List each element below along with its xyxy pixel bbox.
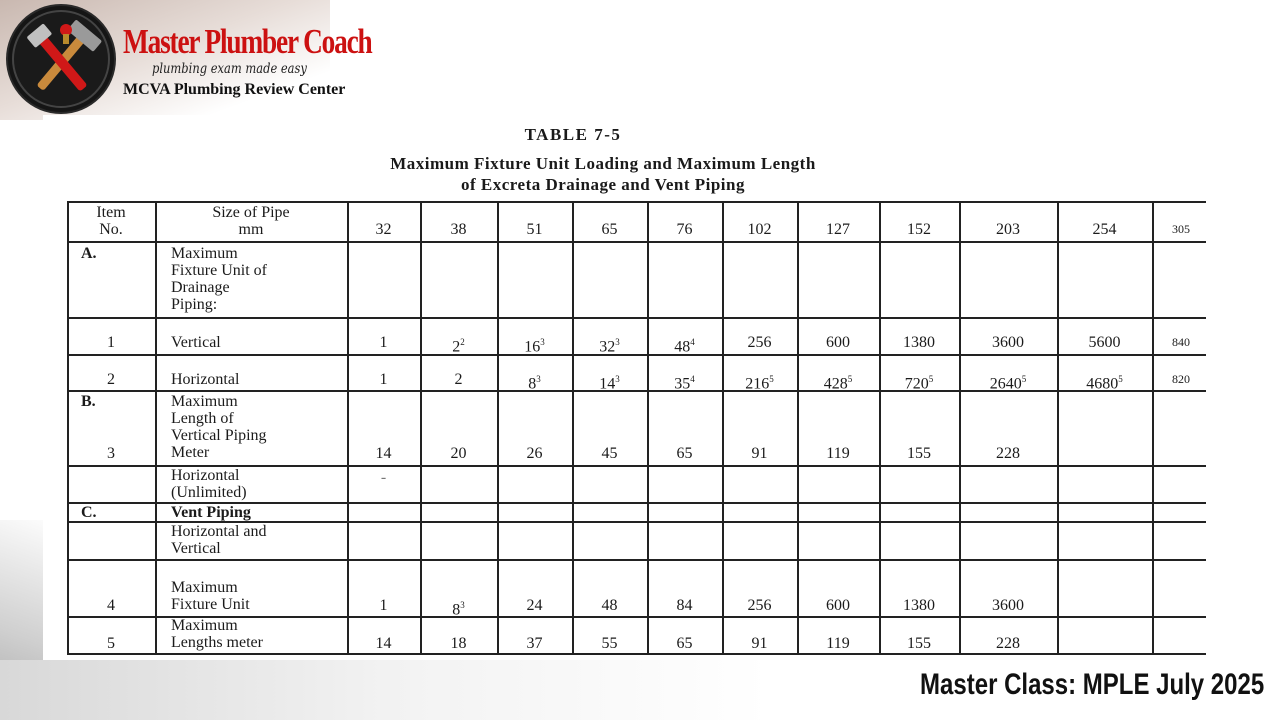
header-size-value: 305 [1172,222,1190,236]
header-size [155,204,347,238]
row4-footnote: 3 [460,600,465,610]
row2-footnote: 4 [690,374,695,384]
row1-footnote: 4 [690,337,695,347]
row3-value: 45 [601,445,618,462]
row3-cell [797,445,879,462]
row5-cell [497,635,572,652]
header-size-value: 152 [907,221,931,238]
section-b-label: B. [81,393,96,410]
row1-no: 1 [107,334,115,351]
row1-value: 2 [452,338,461,356]
section-b-desc-line3: Vertical Piping [171,427,267,444]
header-size-value: 65 [601,221,618,238]
row4-desc-line2: Fixture Unit [171,596,250,613]
row2-value: 2640 [989,375,1022,393]
header-size-cell [420,221,497,238]
header-size-cell [497,221,572,238]
row5-no: 5 [107,635,115,652]
table-rule [879,201,881,655]
row-horizontal-line1: Horizontal [171,467,240,484]
row3-value: 26 [526,445,543,462]
row4-cell [497,597,572,614]
row2-footnote: 5 [847,374,853,384]
row4-value: 600 [826,597,850,614]
row3-value: 14 [375,445,392,462]
row-horizontal-line2: (Unlimited) [171,484,247,501]
row4-cell [722,597,797,614]
table-rule [347,201,349,655]
row5-value: 65 [676,635,693,652]
row3-value: 228 [996,445,1020,462]
row5-desc-line1: Maximum [171,617,238,634]
row4-cell [647,597,722,614]
table-rule [1057,201,1059,655]
row2-value: 720 [904,375,929,393]
table-rule [722,201,724,655]
header-size-value: 254 [1092,221,1117,238]
row2-cell [420,371,497,388]
row1-value: 840 [1172,335,1190,349]
row1-value: 1380 [903,334,935,351]
section-b-desc-line1: Maximum [171,393,238,410]
footer-class-title: Master Class: MPLE July 2025 [919,668,1264,701]
row1-cell [722,334,797,351]
row2-no: 2 [107,371,115,388]
row-hv-line1: Horizontal and [171,523,267,540]
header-item-line2: No. [99,221,123,238]
table-rule [67,201,69,655]
row5-cell [347,635,420,652]
row4-no: 4 [107,597,115,614]
row4-cell [347,597,420,614]
row1-cell [1057,334,1152,351]
table-rule [67,317,1206,319]
row2-cell [572,371,647,392]
row2-footnote: 5 [769,374,774,384]
row5-value: 18 [450,635,467,652]
table-rule [420,201,422,655]
row2-footnote: 3 [536,374,541,384]
row2-cell [797,371,879,392]
row5-cell [572,635,647,652]
row3-value: 91 [751,445,768,462]
section-a-desc-line3: Drainage [171,279,230,296]
table-rule [1152,201,1154,655]
section-b-desc [155,393,345,461]
row2-cell [959,371,1057,392]
header-size-cell [1152,221,1206,238]
row2-cell [879,371,959,392]
row2-value: 216 [745,375,770,393]
row1-cell [572,334,647,355]
row4-cell [420,597,497,618]
header-size-value: 102 [747,221,772,238]
header-size-cell [647,221,722,238]
row3-value: 65 [676,445,693,462]
row1-footnote: 2 [460,337,465,347]
row2-value: 2 [454,371,463,388]
brand-tagline: plumbing exam made easy [152,61,307,77]
table-rule [647,201,649,655]
row-horizontal-vertical-desc [155,523,345,557]
row5-value: 119 [826,635,850,652]
section-a-desc-line1: Maximum [171,245,238,262]
row3-cell [722,445,797,462]
row-horizontal-unlimited-desc [155,467,345,501]
row2-footnote: 5 [1021,374,1027,384]
header-size-cell [959,221,1057,238]
row5-cell [879,635,959,652]
header-size-line2: mm [238,221,264,238]
row4-cell [572,597,647,614]
row5-cell [420,635,497,652]
header-size-cell [572,221,647,238]
row1-value: 48 [674,338,691,356]
header-item [67,204,155,238]
row5-value: 155 [907,635,931,652]
row2-cell [1152,371,1206,388]
row1-cell [797,334,879,351]
row3-cell [879,445,959,462]
row2-value: 35 [674,375,691,393]
row3-value: 155 [907,445,931,462]
row1-cell [959,334,1057,351]
header-size-cell [797,221,879,238]
row1-value: 1 [379,334,388,351]
row1-desc: Vertical [171,334,221,351]
row1-cell [647,334,722,355]
row1-value: 5600 [1088,334,1121,351]
row4-value: 84 [676,597,693,614]
row1-cell [420,334,497,355]
row5-value: 14 [375,635,392,652]
row3-cell [420,445,497,462]
table-rule [67,653,1206,655]
row2-value: 4680 [1086,375,1119,393]
row1-value: 3600 [992,334,1024,351]
table-rule [67,241,1206,243]
row5-desc [155,617,345,651]
section-a-desc-line4: Piping: [171,296,218,313]
row5-cell [797,635,879,652]
row5-cell [722,635,797,652]
row3-cell [347,445,420,462]
table-title-line1: Maximum Fixture Unit Loading and Maximum Length [390,154,816,173]
table-title-line2: of Excreta Drainage and Vent Piping [460,175,745,194]
row2-cell [647,371,722,392]
fixture-unit-table [67,201,1206,655]
row2-value: 820 [1172,372,1190,386]
row3-value: 20 [450,445,467,462]
row4-value: 256 [747,597,772,614]
row1-value: 256 [747,334,772,351]
table-number: TABLE 7-5 [524,125,622,144]
row2-desc: Horizontal [171,371,240,388]
table-title [43,153,1163,195]
row4-cell [797,597,879,614]
row4-value: 48 [601,597,618,614]
row1-value: 600 [826,334,850,351]
row5-cell [647,635,722,652]
row4-desc [155,579,345,613]
section-c-label: C. [81,504,97,521]
section-a-label: A. [81,245,97,262]
row4-value: 8 [452,601,461,619]
row-horizontal-mark: - [380,469,387,486]
section-a-desc-line2: Fixture Unit of [171,262,267,279]
row1-cell [879,334,959,351]
header-size-value: 76 [676,221,693,238]
row1-cell [347,334,420,351]
row3-cell [497,445,572,462]
row1-cell [497,334,572,355]
row1-cell [1152,334,1206,351]
brand-review-center: MCVA Plumbing Review Center [123,81,346,98]
row5-value: 37 [526,635,543,652]
section-c-desc: Vent Piping [171,504,251,521]
row2-value: 8 [528,375,537,393]
table-rule [67,201,1206,203]
header-size-cell [347,221,420,238]
row3-cell [647,445,722,462]
row5-desc-line2: Lengths meter [171,634,263,651]
header-size-cell [722,221,797,238]
row2-footnote: 5 [1118,374,1123,384]
row1-footnote: 3 [540,337,545,347]
header-size-line1: Size of Pipe [212,204,290,221]
row2-value: 14 [599,375,616,393]
row4-value: 1380 [903,597,935,614]
section-b-desc-line4: Meter [171,444,210,461]
row2-value: 428 [823,375,848,393]
row-hv-line2: Vertical [171,540,221,557]
row3-cell [572,445,647,462]
row5-value: 228 [996,635,1020,652]
section-a-desc [155,245,345,313]
row4-value: 3600 [992,597,1024,614]
header-size-value: 51 [526,221,543,238]
brand-logo [8,6,114,112]
table-rule [497,201,499,655]
row2-cell [497,371,572,392]
row5-cell [959,635,1057,652]
row3-cell [959,445,1057,462]
header-item-line1: Item [96,204,126,221]
table-rule [572,201,574,655]
row2-value: 1 [379,371,388,388]
row5-value: 91 [751,635,768,652]
row1-value: 32 [599,338,616,356]
row3-no: 3 [107,445,115,462]
row3-value: 119 [826,445,850,462]
row4-value: 24 [526,597,543,614]
table-rule [67,559,1206,561]
header-size-value: 203 [996,221,1020,238]
header-size-value: 127 [826,221,850,238]
brand-title: Master Plumber Coach [123,22,372,61]
scanned-table-image [43,115,1206,660]
table-rule [959,201,961,655]
header-size-value: 32 [375,221,392,238]
row2-cell [347,371,420,388]
row1-value: 16 [524,338,541,356]
row2-cell [1057,371,1152,392]
row1-footnote: 3 [615,337,620,347]
wrench-and-hammer-icon [8,6,114,112]
row4-cell [959,597,1057,614]
row4-value: 1 [379,597,388,614]
row5-value: 55 [601,635,618,652]
row4-cell [879,597,959,614]
header-size-value: 38 [450,221,467,238]
row2-cell [722,371,797,392]
row4-desc-line1: Maximum [171,579,238,596]
section-b-desc-line2: Length of [171,410,234,427]
row2-footnote: 5 [928,374,934,384]
header-size-cell [1057,221,1152,238]
row2-footnote: 3 [615,374,620,384]
table-rule [797,201,799,655]
header-size-cell [879,221,959,238]
